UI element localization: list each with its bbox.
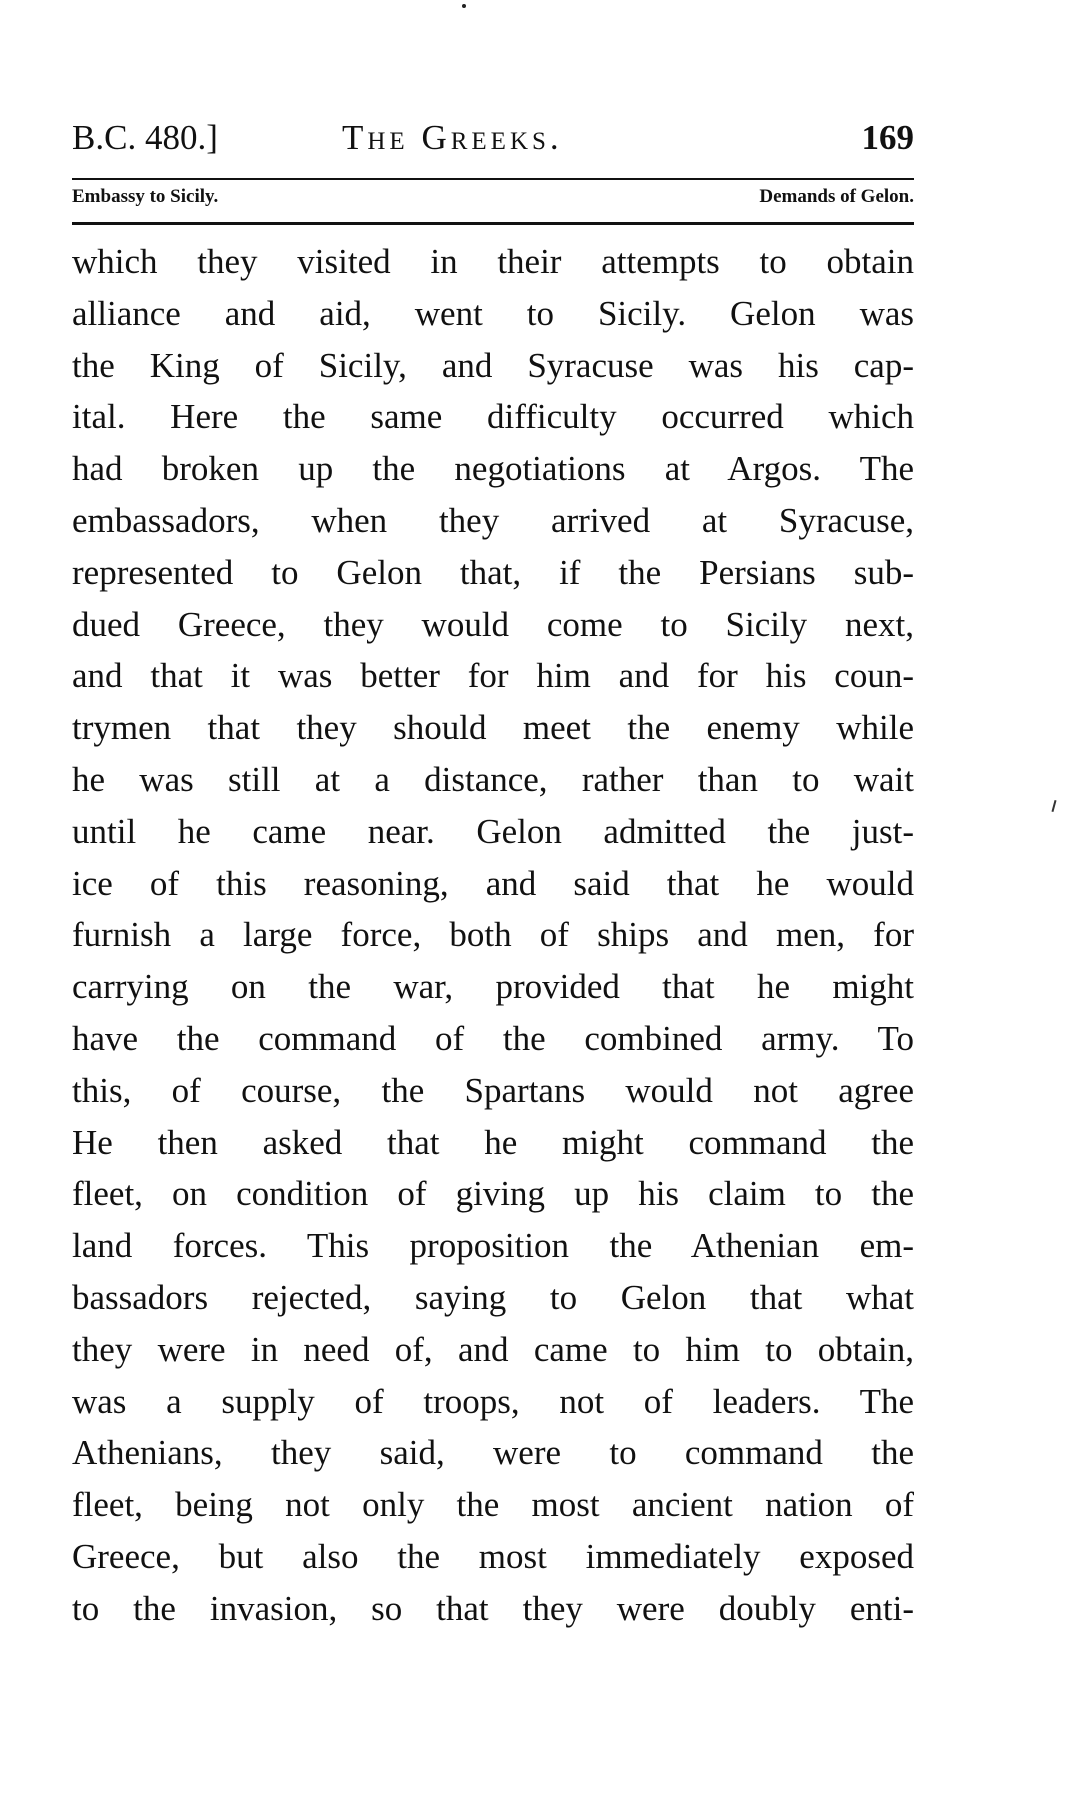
text-line: alliance and aid, went to Sicily. Gelon was <box>72 293 914 333</box>
text-line: Athenians, they said, were to command the <box>72 1433 914 1473</box>
text-line: bassadors rejected, saying to Gelon that what <box>72 1277 914 1317</box>
text-line: represented to Gelon that, if the Persians sub- <box>72 552 914 592</box>
text-line: land forces. This proposition the Athenian em- <box>72 1226 914 1266</box>
text-line: which they visited in their attempts to obtain <box>72 242 914 281</box>
text-line: furnish a large force, both of ships and men, for <box>72 915 914 955</box>
text-line: and that it was better for him and for his coun- <box>72 656 914 696</box>
header-date: B.C. 480.] <box>72 118 218 157</box>
text-line: the King of Sicily, and Syracuse was his cap- <box>72 345 914 385</box>
header-rule-top <box>72 178 914 180</box>
text-line: they were in need of, and came to him to obtain, <box>72 1329 914 1369</box>
text-line: he was still at a distance, rather than to wait <box>72 759 914 799</box>
stray-mark <box>1051 800 1056 812</box>
text-line: have the command of the combined army. To <box>72 1018 914 1058</box>
text-line: until he came near. Gelon admitted the just- <box>72 811 914 851</box>
page-number: 169 <box>861 118 914 157</box>
text-line: Greece, but also the most immediately exposed <box>72 1536 914 1576</box>
text-line: to the invasion, so that they were doubly enti- <box>72 1588 914 1628</box>
text-line: was a supply of troops, not of leaders. The <box>72 1381 914 1421</box>
text-line: dued Greece, they would come to Sicily next, <box>72 604 914 644</box>
top-speck <box>462 4 466 8</box>
text-line: trymen that they should meet the enemy while <box>72 708 914 748</box>
text-line: ice of this reasoning, and said that he would <box>72 863 914 903</box>
sidenotes <box>72 186 914 216</box>
header-rule-bottom <box>72 222 914 225</box>
header-title: The Greeks. <box>342 118 563 157</box>
sidenote-left: Embassy to Sicily. <box>72 186 219 207</box>
text-line: fleet, on condition of giving up his claim to the <box>72 1174 914 1214</box>
running-head <box>72 118 914 170</box>
text-line: ital. Here the same difficulty occurred which <box>72 397 914 437</box>
text-line: this, of course, the Spartans would not agree <box>72 1070 914 1110</box>
text-line: had broken up the negotiations at Argos. The <box>72 449 914 489</box>
text-line: embassadors, when they arrived at Syracuse, <box>72 500 914 540</box>
body-text <box>72 236 914 1635</box>
text-line: He then asked that he might command the <box>72 1122 914 1162</box>
sidenote-right: Demands of Gelon. <box>759 186 914 207</box>
text-line: fleet, being not only the most ancient nation of <box>72 1485 914 1525</box>
text-line: carrying on the war, provided that he might <box>72 967 914 1007</box>
